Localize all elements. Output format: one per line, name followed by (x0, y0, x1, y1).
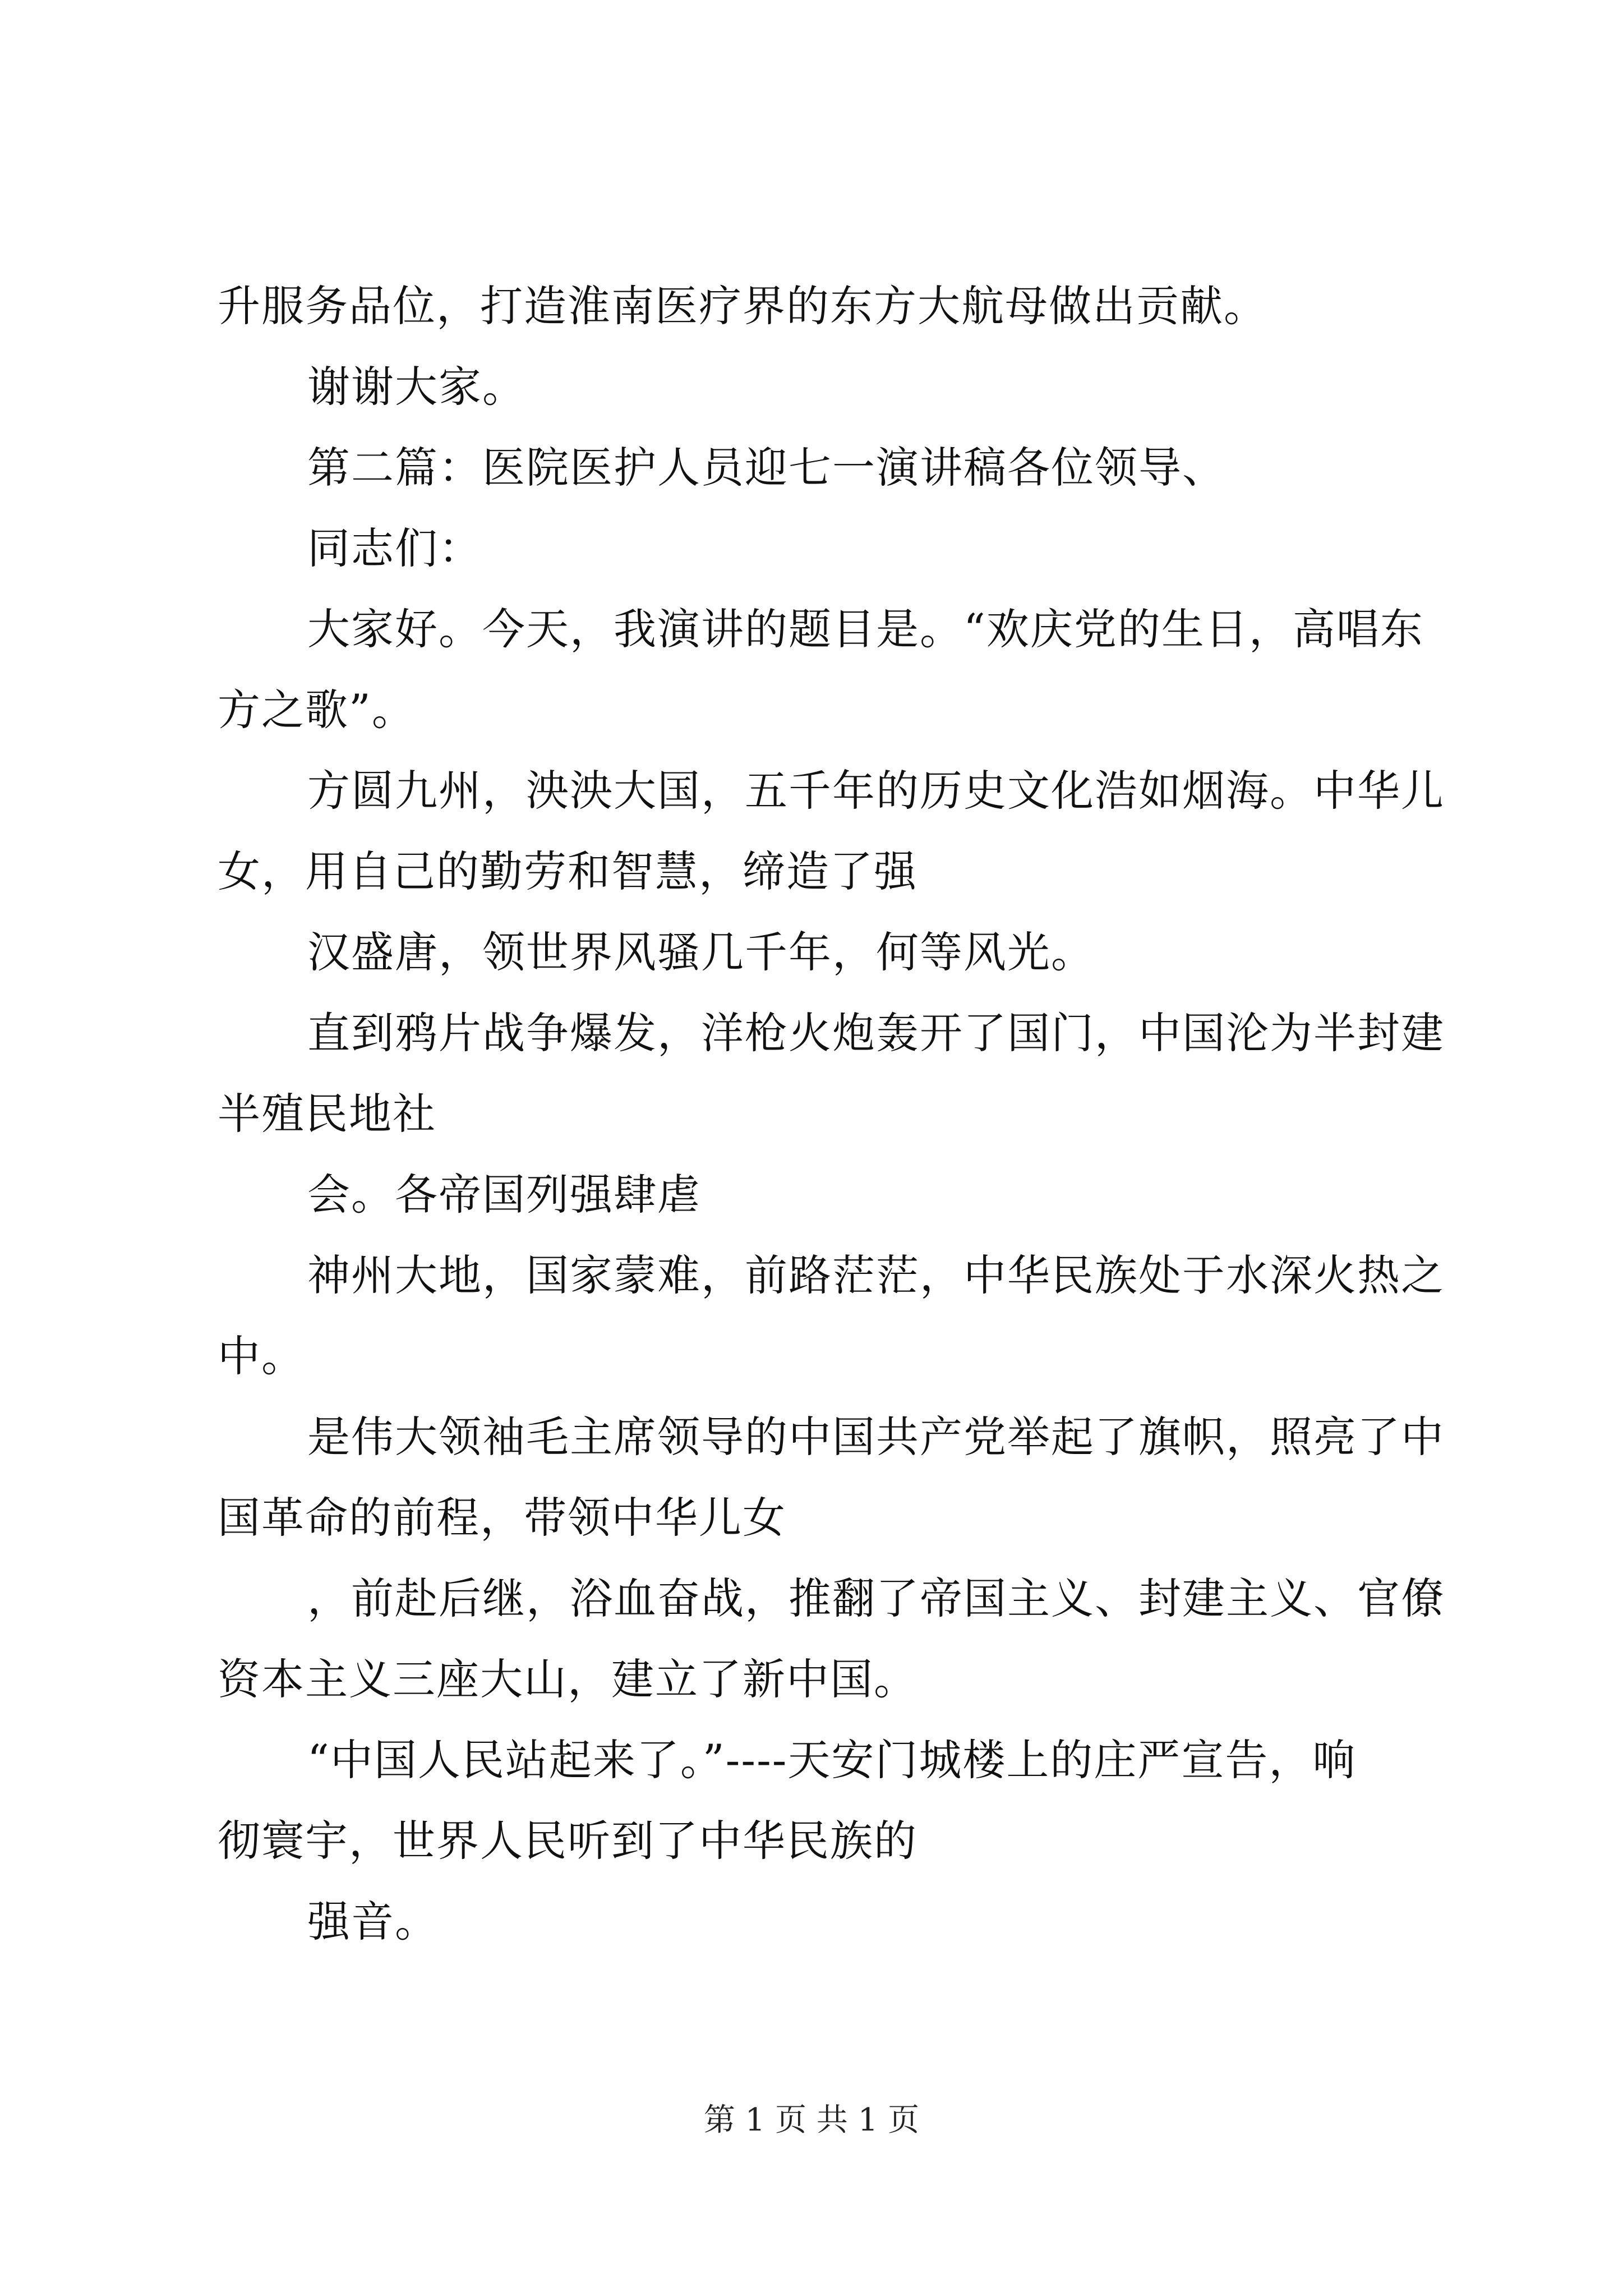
paragraph-line: 方之歌”。 (218, 685, 416, 735)
paragraph-line: 半殖民地社 (218, 1089, 436, 1139)
paragraph-line: 会。各帝国列强肆虐 (307, 1170, 701, 1220)
paragraph-line: 第二篇：医院医护人员迎七一演讲稿各位领导、 (307, 443, 1226, 493)
paragraph-line: 同志们： (307, 523, 482, 573)
page-footer: 第 1 页 共 1 页 (703, 2102, 920, 2138)
paragraph-line: 中。 (218, 1331, 305, 1381)
paragraph-line: 汉盛唐，领世界风骚几千年，何等风光。 (307, 927, 1095, 977)
paragraph-line: 谢谢大家。 (307, 362, 526, 412)
paragraph-line: 是伟大领袖毛主席领导的中国共产党举起了旗帜，照亮了中 (307, 1412, 1445, 1462)
paragraph-line: 直到鸦片战争爆发，洋枪火炮轰开了国门，中国沦为半封建 (307, 1008, 1445, 1058)
paragraph-line: 彻寰宇，世界人民听到了中华民族的 (218, 1816, 917, 1866)
paragraph-line: “中国人民站起来了。”----天安门城楼上的庄严宣告，响 (307, 1735, 1357, 1785)
paragraph-line: 女，用自己的勤劳和智慧，缔造了强 (218, 846, 917, 896)
paragraph-line: 升服务品位，打造淮南医疗界的东方大航母做出贡献。 (218, 281, 1267, 331)
paragraph-line: 资本主义三座大山，建立了新中国。 (218, 1654, 917, 1704)
paragraph-line: 国革命的前程，带领中华儿女 (218, 1493, 786, 1543)
paragraph-line: 神州大地，国家蒙难，前路茫茫，中华民族处于水深火热之 (307, 1250, 1445, 1300)
paragraph-line: ，前赴后继，浴血奋战，推翻了帝国主义、封建主义、官僚 (307, 1573, 1445, 1623)
paragraph-line: 大家好。今天，我演讲的题目是。“欢庆党的生日，高唱东 (307, 604, 1424, 654)
paragraph-line: 强音。 (307, 1897, 439, 1947)
document-body (218, 266, 1445, 1962)
paragraph-line: 方圆九州，泱泱大国，五千年的历史文化浩如烟海。中华儿 (307, 766, 1445, 816)
